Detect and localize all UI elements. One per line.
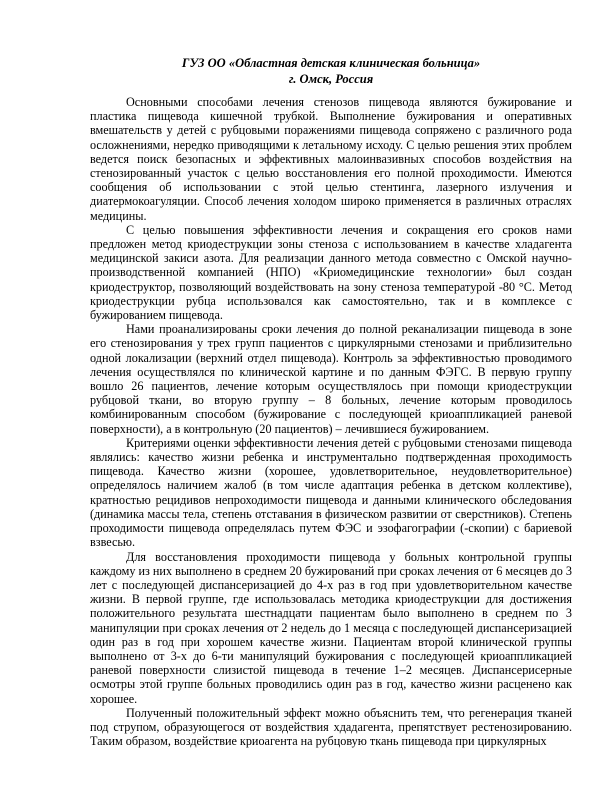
location-subtitle: г. Омск, Россия xyxy=(288,72,374,86)
document-header xyxy=(90,55,572,87)
paragraph: Основными способами лечения стенозов пищевода являются бужирование и пластика пищевода кишечной трубкой. Выполнение бужирования и оперативных вмешательств у детей с рубцовыми поражениями пищевода сопряжено с различного рода осложнениями, нередко приводящими к летальному исходу. С целью решения этих проблем ведется поиск безопасных и эффективных малоинвазивных способов воздействия на стенозированный участок с целью восстановления его полной проходимости. Имеются сообщения об использовании с этой целью стентинга, лазерного излучения и диатермокоагуляции. Способ лечения холодом широко применяется в различных отраслях медицины. xyxy=(90,95,572,223)
paragraph: Критериями оценки эффективности лечения детей с рубцовыми стенозами пищевода являлись: качество жизни ребенка и инструментально подтвержденная проходимость пищевода. Качество жизни (хорошее, удовлетворительное, неудовлетворительное) определялось наличием жалоб (в том числе адаптация ребенка в детском коллективе), кратностью рецидивов непроходимости пищевода и данными клинического обследования (динамика массы тела, степень отставания в физическом развитии от сверстников). Степень проходимости пищевода определялась путем ФЭС и эзофагографии (-скопии) с бариевой взвесью. xyxy=(90,435,572,550)
document-body xyxy=(90,95,572,748)
paragraph: Нами проанализированы сроки лечения до полной реканализации пищевода в зоне его стенозирования у трех групп пациентов с циркулярными стенозами и приблизительно одной локализации (верхний отдел пищевода). Контроль за эффективностью проводимого лечения осуществлялся по клинической картине и по данным ФЭГС. В первую группу вошло 26 пациентов, лечение которым осуществлялось при помощи криодеструкции рубцовой ткани, во вторую группу – 8 больных, лечение которым проводилось комбинированным способом (бужирование с последующей криоаппликацией раневой поверхности), а в контрольную (20 пациентов) – лечившиеся бужированием. xyxy=(90,322,572,436)
paragraph: Для восстановления проходимости пищевода у больных контрольной группы каждому из них выполнено в среднем 20 бужирований при сроках лечения от 6 месяцев до 3 лет с последующей диспансеризацией до 4-х раз в год при удовлетворительном качестве жизни. В первой группе, где использовалась методика криодеструкции для достижения положительного результата шестнадцати пациентам было выполнено в среднем по 3 манипуляции при сроках лечения от 2 недель до 1 месяца с последующей диспансеризацией один раз в год при хорошем качестве жизни. Пациентам второй клинической группы выполнено от 3-х до 6-ти манипуляций бужирования с последующей криоаппликацией раневой поверхности слизистой пищевода в течение 1–2 месяцев. Диспансерисерные осмотры этой группе больных проводились один раз в год, качество жизни расценено как хорошее. xyxy=(90,549,572,706)
paragraph: Полученный положительный эффект можно объяснить тем, что регенерация тканей под струпом, образующегося от воздействия хдадагента, препятствует рестенозированию. Таким образом, воздействие криоагента на рубцовую ткань пищевода при циркулярных xyxy=(90,705,572,749)
paragraph: С целью повышения эффективности лечения и сокращения его сроков нами предложен метод криодеструкции зоны стеноза с использованием в качестве хладагента медицинской закиси азота. Для реализации данного метода совместно с Омской научно-производственной компанией (НПО) «Криомедицинские технологии» был создан криодеструктор, позволяющий воздействовать на зону стеноза температурой -80 °С. Метод криодеструкции рубца использовался как самостоятельно, так и в комплексе с бужированием пищевода. xyxy=(90,222,572,323)
institution-title: ГУЗ ОО «Областная детская клиническая больница» xyxy=(181,56,481,70)
